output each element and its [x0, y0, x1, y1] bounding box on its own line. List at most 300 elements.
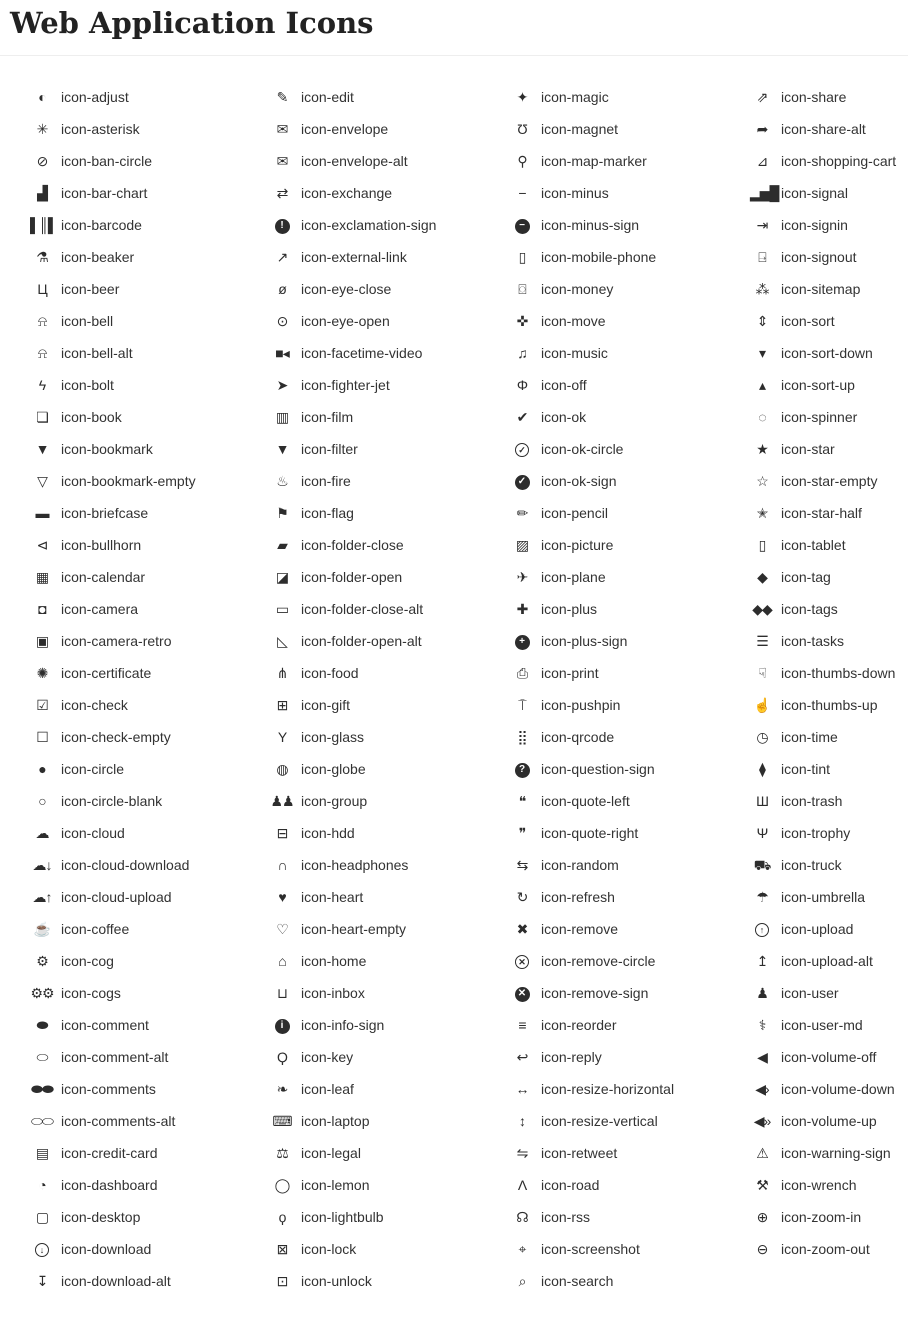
- icon-download-item[interactable]: [30, 1233, 270, 1265]
- icon-truck-item[interactable]: [750, 849, 904, 881]
- icon-tablet: ▯: [758, 536, 766, 553]
- icon-thumbs-up-item[interactable]: [750, 689, 904, 721]
- icon-eye-open-item[interactable]: [270, 305, 510, 337]
- icon-laptop-label: icon-laptop: [301, 1112, 370, 1129]
- icon-ok-circle-item[interactable]: [510, 433, 750, 465]
- icon-folder-open-label: icon-folder-open: [301, 568, 403, 585]
- icon-sort-up-item[interactable]: [750, 369, 904, 401]
- icon-cog-item[interactable]: [30, 945, 270, 977]
- icon-minus-sign-label: icon-minus-sign: [541, 216, 640, 233]
- icon-bell-alt: ⍾: [37, 344, 47, 361]
- icon-envelope-item[interactable]: [270, 113, 510, 145]
- icon-cloud-download-item[interactable]: [30, 849, 270, 881]
- icon-fighter-jet-item[interactable]: [270, 369, 510, 401]
- icon-remove-item[interactable]: [510, 913, 750, 945]
- icon-pencil-item[interactable]: [510, 497, 750, 529]
- icon-bookmark-empty: ▽: [37, 472, 47, 489]
- icon-facetime-video-item[interactable]: [270, 337, 510, 369]
- icon-time-item[interactable]: [750, 721, 904, 753]
- icon-download-alt-item[interactable]: [30, 1265, 270, 1297]
- icon-sitemap-label: icon-sitemap: [781, 280, 861, 297]
- icon-cloud-label: icon-cloud: [61, 824, 125, 841]
- icon-magnet: Ʊ: [517, 120, 527, 137]
- icon-eye-close-item[interactable]: [270, 273, 510, 305]
- icon-dashboard-item[interactable]: [30, 1169, 270, 1201]
- icon-comments-alt-item[interactable]: [30, 1105, 270, 1137]
- icon-desktop-item[interactable]: [30, 1201, 270, 1233]
- icon-fire-item[interactable]: [270, 465, 510, 497]
- icon-ban-circle-label: icon-ban-circle: [61, 152, 153, 169]
- icon-ok-item[interactable]: [510, 401, 750, 433]
- icon-beer: Ц: [37, 280, 47, 297]
- icon-dashboard-label: icon-dashboard: [61, 1176, 158, 1193]
- icon-film-item[interactable]: [270, 401, 510, 433]
- icon-road-item[interactable]: [510, 1169, 750, 1201]
- icon-upload-alt-item[interactable]: [750, 945, 904, 977]
- icon-beer-item[interactable]: [30, 273, 270, 305]
- icon-remove-circle-item[interactable]: [510, 945, 750, 977]
- icon-print-item[interactable]: [510, 657, 750, 689]
- icon-qrcode: ⣿: [517, 728, 527, 745]
- icon-comment-item[interactable]: [30, 1009, 270, 1041]
- icon-comments-alt-label: icon-comments-alt: [61, 1112, 176, 1129]
- icon-sort-label: icon-sort: [781, 312, 835, 329]
- icon-bar-chart: ▟: [37, 184, 47, 201]
- icon-cog: ⚙: [36, 952, 48, 969]
- icon-folder-close-item[interactable]: [270, 529, 510, 561]
- icon-zoom-out: ⊖: [756, 1240, 768, 1257]
- icon-fighter-jet: ➤: [276, 376, 288, 393]
- icon-spinner: ◌: [758, 408, 766, 425]
- icon-flag: ⚑: [276, 504, 288, 521]
- icon-bell-alt-item[interactable]: [30, 337, 270, 369]
- icon-shopping-cart-item[interactable]: [750, 145, 904, 177]
- icon-trash-label: icon-trash: [781, 792, 843, 809]
- icon-umbrella-item[interactable]: [750, 881, 904, 913]
- icon-resize-vertical-item[interactable]: [510, 1105, 750, 1137]
- icon-plus-sign-label: icon-plus-sign: [541, 632, 628, 649]
- icon-resize-vertical-label: icon-resize-vertical: [541, 1112, 658, 1129]
- icon-barcode: ▌║▌: [30, 216, 57, 233]
- icon-gift: ⊞: [276, 696, 288, 713]
- icon-music-item[interactable]: [510, 337, 750, 369]
- icon-thumbs-up-label: icon-thumbs-up: [781, 696, 878, 713]
- icon-map-marker-item[interactable]: [510, 145, 750, 177]
- icon-circle-item[interactable]: [30, 753, 270, 785]
- icon-inbox: ⊔: [277, 984, 287, 1001]
- icon-credit-card-item[interactable]: [30, 1137, 270, 1169]
- icon-cloud-upload-label: icon-cloud-upload: [61, 888, 172, 905]
- icon-signal-label: icon-signal: [781, 184, 848, 201]
- icon-coffee-item[interactable]: [30, 913, 270, 945]
- icon-unlock-item[interactable]: [270, 1265, 510, 1297]
- icon-tablet-item[interactable]: [750, 529, 904, 561]
- icon-thumbs-down-item[interactable]: [750, 657, 904, 689]
- icon-trash-item[interactable]: [750, 785, 904, 817]
- icon-food-label: icon-food: [301, 664, 359, 681]
- icon-tags-item[interactable]: [750, 593, 904, 625]
- icon-certificate-item[interactable]: [30, 657, 270, 689]
- icon-eye-open: ⊙: [276, 312, 288, 329]
- icon-lightbulb-item[interactable]: [270, 1201, 510, 1233]
- icon-sort: ⇕: [756, 312, 768, 329]
- icon-filter-item[interactable]: [270, 433, 510, 465]
- icon-ban-circle-item[interactable]: [30, 145, 270, 177]
- icon-book-item[interactable]: [30, 401, 270, 433]
- icon-adjust-item[interactable]: [30, 81, 270, 113]
- icon-sort-item[interactable]: [750, 305, 904, 337]
- icon-download-label: icon-download: [61, 1240, 152, 1257]
- icon-lemon-item[interactable]: [270, 1169, 510, 1201]
- icon-quote-right-label: icon-quote-right: [541, 824, 639, 841]
- icon-picture-item[interactable]: [510, 529, 750, 561]
- icon-tags: ◆◆: [752, 600, 772, 617]
- icon-plus-item[interactable]: [510, 593, 750, 625]
- icon-quote-right-item[interactable]: [510, 817, 750, 849]
- icon-exchange: ⇄: [276, 184, 288, 201]
- icon-sort-down-label: icon-sort-down: [781, 344, 873, 361]
- icon-mobile-phone-item[interactable]: [510, 241, 750, 273]
- icon-asterisk-label: icon-asterisk: [61, 120, 140, 137]
- icon-briefcase-item[interactable]: [30, 497, 270, 529]
- icon-money: ⌼: [518, 280, 526, 297]
- icon-folder-open-alt: ◺: [277, 632, 287, 649]
- icon-share-item[interactable]: [750, 81, 904, 113]
- icon-refresh-item[interactable]: [510, 881, 750, 913]
- icon-calendar-item[interactable]: [30, 561, 270, 593]
- icon-camera: ◘: [38, 600, 46, 617]
- icon-cloud: ☁: [35, 824, 49, 841]
- icon-tasks-item[interactable]: [750, 625, 904, 657]
- icon-comment-alt-item[interactable]: [30, 1041, 270, 1073]
- icon-key-item[interactable]: [270, 1041, 510, 1073]
- icon-magic: ✦: [516, 88, 528, 105]
- icon-ok-label: icon-ok: [541, 408, 587, 425]
- icon-share: ⇗: [756, 88, 768, 105]
- icon-volume-off-item[interactable]: [750, 1041, 904, 1073]
- icon-lock-item[interactable]: [270, 1233, 510, 1265]
- icon-barcode-item[interactable]: [30, 209, 270, 241]
- icon-cogs-item[interactable]: [30, 977, 270, 1009]
- icon-camera-retro: ▣: [35, 632, 49, 649]
- icon-folder-close-alt-label: icon-folder-close-alt: [301, 600, 424, 617]
- icon-plus-sign: +: [510, 632, 534, 650]
- icon-signin: ⇥: [756, 216, 768, 233]
- icon-heart-empty: ♡: [276, 920, 288, 937]
- icon-bar-chart-label: icon-bar-chart: [61, 184, 148, 201]
- icon-retweet-item[interactable]: [510, 1137, 750, 1169]
- icon-ban-circle: ⊘: [36, 152, 48, 169]
- icon-reorder-item[interactable]: [510, 1009, 750, 1041]
- icon-remove-sign-item[interactable]: [510, 977, 750, 1009]
- icon-gift-label: icon-gift: [301, 696, 351, 713]
- icon-music: ♫: [517, 344, 527, 361]
- icon-key-label: icon-key: [301, 1048, 354, 1065]
- page-title: Web Application Icons: [10, 6, 374, 40]
- icon-screenshot-item[interactable]: [510, 1233, 750, 1265]
- icon-tag-label: icon-tag: [781, 568, 831, 585]
- icon-upload-item[interactable]: [750, 913, 904, 945]
- icon-star: ★: [756, 440, 768, 457]
- icon-magnet-label: icon-magnet: [541, 120, 619, 137]
- icon-star-empty-item[interactable]: [750, 465, 904, 497]
- icon-comments-item[interactable]: [30, 1073, 270, 1105]
- icon-camera-retro-label: icon-camera-retro: [61, 632, 172, 649]
- icon-picture: ▨: [515, 536, 529, 553]
- icon-share-label: icon-share: [781, 88, 847, 105]
- icon-envelope-alt-label: icon-envelope-alt: [301, 152, 408, 169]
- icon-tint: ⧫: [759, 760, 765, 777]
- icon-search-item[interactable]: [510, 1265, 750, 1297]
- icon-volume-up-item[interactable]: [750, 1105, 904, 1137]
- icon-comment-alt-label: icon-comment-alt: [61, 1048, 169, 1065]
- icon-screenshot-label: icon-screenshot: [541, 1240, 640, 1257]
- icon-exclamation-sign-item[interactable]: [270, 209, 510, 241]
- icon-mobile-phone: ▯: [518, 248, 526, 265]
- icon-heart-empty-item[interactable]: [270, 913, 510, 945]
- icon-envelope: ✉: [276, 120, 288, 137]
- icon-signout: ⍈: [758, 248, 766, 265]
- icon-cloud-download: ☁↓: [32, 856, 52, 873]
- icon-magic-item[interactable]: [510, 81, 750, 113]
- icon-star-item[interactable]: [750, 433, 904, 465]
- icon-hdd-item[interactable]: [270, 817, 510, 849]
- icon-bolt-label: icon-bolt: [61, 376, 114, 393]
- icon-lock: ⊠: [276, 1240, 288, 1257]
- icon-warning-sign: ⚠: [756, 1144, 768, 1161]
- icon-reply-label: icon-reply: [541, 1048, 602, 1065]
- icon-eye-close: ø: [278, 280, 286, 297]
- icon-leaf-item[interactable]: [270, 1073, 510, 1105]
- icon-umbrella-label: icon-umbrella: [781, 888, 866, 905]
- icon-user-item[interactable]: [750, 977, 904, 1009]
- icon-minus-item[interactable]: [510, 177, 750, 209]
- icon-check-item[interactable]: [30, 689, 270, 721]
- icon-thumbs-down: ☟: [758, 664, 766, 681]
- icon-laptop-item[interactable]: [270, 1105, 510, 1137]
- icon-facetime-video-label: icon-facetime-video: [301, 344, 423, 361]
- icon-thumbs-up: ☝: [753, 696, 771, 713]
- icon-off-item[interactable]: [510, 369, 750, 401]
- icon-gift-item[interactable]: [270, 689, 510, 721]
- icon-warning-sign-item[interactable]: [750, 1137, 904, 1169]
- icon-spinner-label: icon-spinner: [781, 408, 858, 425]
- icon-signal-item[interactable]: [750, 177, 904, 209]
- icon-group-item[interactable]: [270, 785, 510, 817]
- icon-exchange-item[interactable]: [270, 177, 510, 209]
- icon-asterisk-item[interactable]: [30, 113, 270, 145]
- icon-coffee-label: icon-coffee: [61, 920, 130, 937]
- icon-inbox-item[interactable]: [270, 977, 510, 1009]
- icon-question-sign: ?: [510, 760, 534, 778]
- icon-book: ❏: [36, 408, 48, 425]
- icon-tasks: ☰: [756, 632, 768, 649]
- icon-trophy-item[interactable]: [750, 817, 904, 849]
- icon-minus: −: [518, 184, 526, 201]
- icon-share-alt: ➦: [756, 120, 768, 137]
- icon-volume-up-label: icon-volume-up: [781, 1112, 877, 1129]
- icon-cloud-item[interactable]: [30, 817, 270, 849]
- icon-move-item[interactable]: [510, 305, 750, 337]
- icon-certificate-label: icon-certificate: [61, 664, 152, 681]
- icon-folder-close: ▰: [277, 536, 287, 553]
- icon-print: ⎙: [516, 664, 528, 681]
- icon-bell-item[interactable]: [30, 305, 270, 337]
- icon-zoom-out-item[interactable]: [750, 1233, 904, 1265]
- icon-ok-sign-item[interactable]: [510, 465, 750, 497]
- icon-question-sign-item[interactable]: [510, 753, 750, 785]
- icon-random-item[interactable]: [510, 849, 750, 881]
- icon-adjust: ◐: [38, 88, 46, 105]
- icon-lemon: ◯: [274, 1176, 290, 1193]
- icon-move-label: icon-move: [541, 312, 606, 329]
- icon-bookmark-item[interactable]: [30, 433, 270, 465]
- icon-check-empty-item[interactable]: [30, 721, 270, 753]
- icon-heart-item[interactable]: [270, 881, 510, 913]
- icon-folder-close-label: icon-folder-close: [301, 536, 404, 553]
- icon-star-half-item[interactable]: [750, 497, 904, 529]
- icon-resize-vertical: ↕: [519, 1112, 525, 1129]
- icon-fighter-jet-label: icon-fighter-jet: [301, 376, 390, 393]
- icon-folder-open-item[interactable]: [270, 561, 510, 593]
- icon-remove-label: icon-remove: [541, 920, 619, 937]
- icon-camera-item[interactable]: [30, 593, 270, 625]
- icon-bolt-item[interactable]: [30, 369, 270, 401]
- icon-trash: Ш: [756, 792, 768, 809]
- icon-ok-circle-label: icon-ok-circle: [541, 440, 624, 457]
- icon-star-label: icon-star: [781, 440, 835, 457]
- icon-bookmark-empty-item[interactable]: [30, 465, 270, 497]
- icon-home-item[interactable]: [270, 945, 510, 977]
- icon-quote-right: ❞: [518, 824, 526, 841]
- icon-folder-close-alt-item[interactable]: [270, 593, 510, 625]
- icon-trophy: Ψ: [756, 824, 768, 841]
- icon-fire-label: icon-fire: [301, 472, 351, 489]
- icon-upload-label: icon-upload: [781, 920, 854, 937]
- icon-film-label: icon-film: [301, 408, 354, 425]
- icon-minus-sign-item[interactable]: [510, 209, 750, 241]
- icon-food-item[interactable]: [270, 657, 510, 689]
- icon-info-sign: i: [270, 1016, 294, 1034]
- icon-search: ⌕: [518, 1272, 526, 1289]
- icon-beaker-item[interactable]: [30, 241, 270, 273]
- icon-glass-item[interactable]: [270, 721, 510, 753]
- icon-bar-chart-item[interactable]: [30, 177, 270, 209]
- icon-legal-item[interactable]: [270, 1137, 510, 1169]
- icon-circle-label: icon-circle: [61, 760, 125, 777]
- icon-truck: ⛟: [753, 856, 771, 873]
- icon-share-alt-item[interactable]: [750, 113, 904, 145]
- icon-cloud-upload-item[interactable]: [30, 881, 270, 913]
- icon-volume-down-item[interactable]: [750, 1073, 904, 1105]
- icon-bullhorn-label: icon-bullhorn: [61, 536, 142, 553]
- icon-plus-label: icon-plus: [541, 600, 598, 617]
- icon-dashboard: ◔: [38, 1176, 46, 1193]
- icon-resize-horizontal-item[interactable]: [510, 1073, 750, 1105]
- icon-minus-sign: −: [510, 216, 534, 234]
- icon-reply-item[interactable]: [510, 1041, 750, 1073]
- icon-circle-blank-label: icon-circle-blank: [61, 792, 163, 809]
- icon-edit-label: icon-edit: [301, 88, 354, 105]
- icon-external-link-item[interactable]: [270, 241, 510, 273]
- icon-zoom-in-item[interactable]: [750, 1201, 904, 1233]
- icon-desktop-label: icon-desktop: [61, 1208, 141, 1225]
- icon-tablet-label: icon-tablet: [781, 536, 846, 553]
- icon-ok-circle: ✓: [510, 441, 534, 458]
- icon-folder-open-alt-item[interactable]: [270, 625, 510, 657]
- icon-globe-item[interactable]: [270, 753, 510, 785]
- icon-circle-blank-item[interactable]: [30, 785, 270, 817]
- icon-asterisk: ✳: [36, 120, 48, 137]
- icon-pushpin-item[interactable]: [510, 689, 750, 721]
- icon-quote-left-item[interactable]: [510, 785, 750, 817]
- icon-pushpin-label: icon-pushpin: [541, 696, 621, 713]
- icon-info-sign-item[interactable]: [270, 1009, 510, 1041]
- icon-headphones-item[interactable]: [270, 849, 510, 881]
- icon-search-label: icon-search: [541, 1272, 614, 1289]
- icon-sitemap-item[interactable]: [750, 273, 904, 305]
- icon-bell: ⍾: [37, 312, 47, 329]
- icon-tag: ◆: [757, 568, 767, 585]
- icon-sort-down-item[interactable]: [750, 337, 904, 369]
- icon-folder-open-alt-label: icon-folder-open-alt: [301, 632, 422, 649]
- icon-road-label: icon-road: [541, 1176, 600, 1193]
- icon-truck-label: icon-truck: [781, 856, 842, 873]
- icon-signin-item[interactable]: [750, 209, 904, 241]
- icon-random: ⇆: [516, 856, 528, 873]
- icon-briefcase: ▬: [35, 504, 49, 521]
- icon-flag-item[interactable]: [270, 497, 510, 529]
- icon-wrench-item[interactable]: [750, 1169, 904, 1201]
- icon-rss-item[interactable]: [510, 1201, 750, 1233]
- icon-upload-alt-label: icon-upload-alt: [781, 952, 873, 969]
- icon-share-alt-label: icon-share-alt: [781, 120, 866, 137]
- icon-sort-down: ▾: [758, 344, 766, 361]
- icon-retweet: ⇋: [516, 1144, 528, 1161]
- icon-plane-item[interactable]: [510, 561, 750, 593]
- icon-group-label: icon-group: [301, 792, 368, 809]
- icon-camera-retro-item[interactable]: [30, 625, 270, 657]
- icon-cloud-upload: ☁↑: [32, 888, 52, 905]
- icon-comments-label: icon-comments: [61, 1080, 156, 1097]
- icon-remove-circle: ✕: [510, 953, 534, 970]
- icon-download: ↓: [30, 1241, 54, 1258]
- icon-qrcode-item[interactable]: [510, 721, 750, 753]
- icon-edit-item[interactable]: [270, 81, 510, 113]
- icon-tag-item[interactable]: [750, 561, 904, 593]
- icon-plane: ✈: [516, 568, 528, 585]
- icon-plus-sign-item[interactable]: [510, 625, 750, 657]
- icon-download-alt: ↧: [36, 1272, 48, 1289]
- icon-bullhorn-item[interactable]: [30, 529, 270, 561]
- icon-comment-alt: ⬭: [36, 1048, 48, 1065]
- icon-money-item[interactable]: [510, 273, 750, 305]
- icon-spinner-item[interactable]: [750, 401, 904, 433]
- icon-remove-circle-label: icon-remove-circle: [541, 952, 656, 969]
- icon-signin-label: icon-signin: [781, 216, 848, 233]
- icon-refresh: ↻: [516, 888, 528, 905]
- icon-star-empty-label: icon-star-empty: [781, 472, 878, 489]
- icon-remove-sign-label: icon-remove-sign: [541, 984, 649, 1001]
- icon-envelope-alt-item[interactable]: [270, 145, 510, 177]
- icon-user-md-item[interactable]: [750, 1009, 904, 1041]
- icon-signout-item[interactable]: [750, 241, 904, 273]
- icon-plus: ✚: [516, 600, 528, 617]
- icon-exclamation-sign: !: [270, 216, 294, 234]
- icon-tint-item[interactable]: [750, 753, 904, 785]
- icon-magnet-item[interactable]: [510, 113, 750, 145]
- icon-shopping-cart: ⊿: [756, 152, 768, 169]
